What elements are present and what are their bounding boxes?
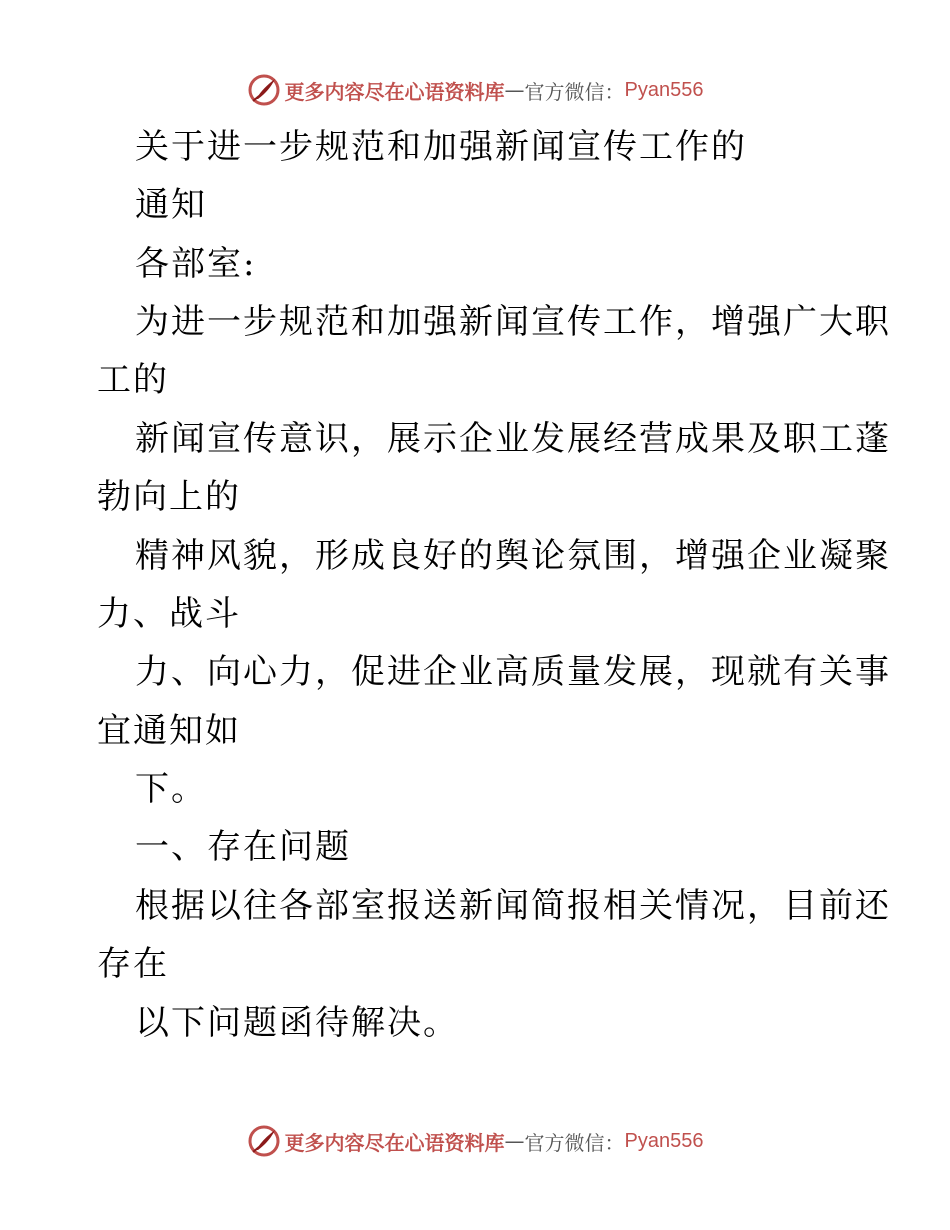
watermark-wechat-id: Pyan556 <box>624 78 704 101</box>
watermark-site-text: 更多内容尽在心语资料库 <box>284 79 505 104</box>
watermark-separator: — <box>504 78 525 102</box>
paragraph-line: 以下问题函待解决。 <box>135 1003 459 1043</box>
watermark-wechat-label: 官方微信： <box>524 1130 625 1155</box>
watermark-wechat-label: 官方微信： <box>524 79 625 104</box>
paragraph-line: 勃向上的 <box>97 477 241 517</box>
document-title-line-1: 关于进一步规范和加强新闻宣传工作的 <box>135 127 747 167</box>
watermark-site-text: 更多内容尽在心语资料库 <box>284 1130 505 1155</box>
watermark-wechat-id: Pyan556 <box>624 1129 704 1152</box>
footer-watermark <box>0 1121 950 1161</box>
document-title-line-2: 通知 <box>135 185 207 225</box>
watermark-separator: — <box>504 1129 525 1153</box>
paragraph-line: 宜通知如 <box>97 711 241 751</box>
feather-pen-logo-icon <box>247 73 281 107</box>
paragraph-line: 根据以往各部室报送新闻简报相关情况，目前还 <box>135 886 891 926</box>
feather-pen-logo-icon <box>247 1124 281 1158</box>
paragraph-line: 精神风貌，形成良好的舆论氛围，增强企业凝聚 <box>135 536 891 576</box>
paragraph-line: 新闻宣传意识，展示企业发展经营成果及职工蓬 <box>135 419 891 459</box>
salutation: 各部室: <box>135 244 257 284</box>
paragraph-line: 存在 <box>97 944 169 984</box>
paragraph-line: 力、战斗 <box>97 594 241 634</box>
header-watermark <box>0 70 950 110</box>
section-heading: 一、存在问题 <box>135 827 351 867</box>
paragraph-line: 下。 <box>135 769 207 809</box>
paragraph-line: 力、向心力，促进企业高质量发展，现就有关事 <box>135 652 891 692</box>
paragraph-line: 工的 <box>97 360 169 400</box>
paragraph-line: 为进一步规范和加强新闻宣传工作，增强广大职 <box>135 302 891 342</box>
